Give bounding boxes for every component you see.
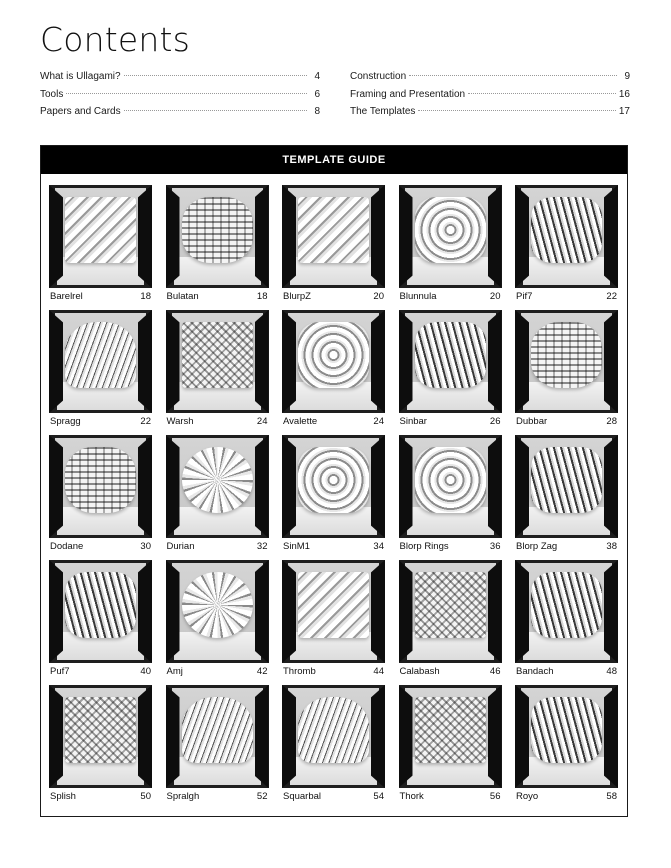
template-caption <box>283 291 384 303</box>
template-photo <box>282 185 385 288</box>
photo-flap-l <box>399 560 413 663</box>
photo-sculpt <box>298 447 369 513</box>
template-page-number: 54 <box>373 791 384 802</box>
photo-flap-l <box>49 310 63 413</box>
toc-entry-page: 17 <box>618 106 630 117</box>
toc-leader-dots <box>409 75 617 76</box>
template-card[interactable] <box>166 685 269 810</box>
photo-flap-l <box>515 685 529 788</box>
toc-entry-label: Framing and Presentation <box>350 88 466 100</box>
photo-sculpt <box>415 322 486 388</box>
template-page-number: 44 <box>373 666 384 677</box>
photo-flap-r <box>138 435 152 538</box>
template-page-number: 52 <box>256 791 268 802</box>
template-card[interactable] <box>282 310 385 435</box>
template-caption <box>167 791 268 803</box>
toc-entry-page: 9 <box>624 71 630 82</box>
toc-entry-tools[interactable] <box>40 86 320 104</box>
template-page-number: 28 <box>606 416 617 427</box>
template-name: Avalette <box>283 416 318 427</box>
template-name: Dodane <box>50 541 84 552</box>
photo-flap-r <box>604 685 618 788</box>
template-caption <box>50 416 151 428</box>
photo-sculpt <box>298 322 369 388</box>
photo-sculpt <box>531 447 602 513</box>
toc-leader-dots <box>468 93 616 94</box>
template-name: Thromb <box>283 666 316 677</box>
photo-flap-l <box>282 435 296 538</box>
template-page-number: 42 <box>256 666 268 677</box>
toc-leader-dots <box>418 110 615 111</box>
photo-flap-r <box>488 560 502 663</box>
template-card[interactable] <box>282 185 385 310</box>
photo-flap-r <box>371 685 385 788</box>
photo-flap-r <box>371 435 385 538</box>
photo-sculpt <box>65 447 136 513</box>
photo-flap-l <box>282 685 296 788</box>
template-page-number: 56 <box>489 791 501 802</box>
toc-column-right <box>350 68 630 121</box>
photo-flap-l <box>399 435 413 538</box>
template-caption <box>516 791 617 803</box>
template-card[interactable] <box>282 560 385 685</box>
photo-flap-r <box>604 185 618 288</box>
photo-flap-r <box>255 310 269 413</box>
toc-entry-papers-and-cards[interactable] <box>40 103 320 121</box>
photo-flap-r <box>604 435 618 538</box>
template-photo <box>399 685 502 788</box>
template-card[interactable] <box>166 185 269 310</box>
photo-flap-l <box>399 685 413 788</box>
template-card[interactable] <box>399 685 502 810</box>
photo-sculpt <box>65 197 136 263</box>
toc-entry-the-templates[interactable] <box>350 103 630 121</box>
template-card[interactable] <box>166 310 269 435</box>
photo-flap-r <box>138 685 152 788</box>
photo-sculpt <box>415 447 486 513</box>
photo-sculpt <box>65 322 136 388</box>
photo-flap-r <box>255 685 269 788</box>
photo-flap-l <box>166 560 180 663</box>
template-name: Pif7 <box>516 291 533 302</box>
template-caption <box>283 666 384 678</box>
template-name: Bandach <box>516 666 554 677</box>
template-photo <box>49 560 152 663</box>
template-card[interactable] <box>49 310 152 435</box>
photo-sculpt <box>531 322 602 388</box>
template-caption <box>50 291 151 303</box>
template-name: Spralgh <box>166 791 200 802</box>
photo-sculpt <box>182 447 253 513</box>
toc-leader-dots <box>124 110 307 111</box>
toc-column-left <box>40 68 320 121</box>
toc-entry-page: 6 <box>314 88 320 100</box>
template-card[interactable] <box>49 685 152 810</box>
template-card[interactable] <box>399 560 502 685</box>
toc-entry-label: Papers and Cards <box>40 106 121 117</box>
template-page-number: 18 <box>140 291 151 302</box>
template-page-number: 48 <box>606 666 617 677</box>
photo-sculpt <box>415 572 486 638</box>
template-photo <box>399 435 502 538</box>
template-page-number: 40 <box>140 666 151 677</box>
template-caption <box>400 291 501 303</box>
photo-flap-l <box>515 185 529 288</box>
toc-leader-dots <box>66 93 307 94</box>
toc-entry-label: What is Ullagami? <box>40 71 121 82</box>
template-name: Puf7 <box>50 666 70 677</box>
template-page-number: 22 <box>606 291 617 302</box>
photo-sculpt <box>65 572 136 638</box>
template-caption <box>167 666 268 678</box>
template-name: Calabash <box>399 666 440 677</box>
template-caption <box>167 416 268 428</box>
template-caption <box>50 541 151 553</box>
template-page-number: 36 <box>489 541 501 552</box>
template-caption <box>516 291 617 303</box>
template-photo <box>166 310 269 413</box>
photo-flap-r <box>138 310 152 413</box>
template-page-number: 24 <box>373 416 384 427</box>
toc-entry-label: The Templates <box>350 106 416 117</box>
template-photo <box>282 560 385 663</box>
toc-entry-construction[interactable] <box>350 68 630 86</box>
template-photo <box>515 560 618 663</box>
photo-sculpt <box>298 197 369 263</box>
template-name: SinM1 <box>283 541 310 552</box>
template-name: Bulatan <box>166 291 199 302</box>
toc-entry-page: 8 <box>314 106 320 117</box>
template-card[interactable] <box>282 685 385 810</box>
template-page-number: 20 <box>373 291 384 302</box>
template-page-number: 32 <box>256 541 268 552</box>
template-page-number: 58 <box>606 791 617 802</box>
template-page-number: 18 <box>256 291 268 302</box>
template-caption <box>516 541 617 553</box>
template-card[interactable] <box>515 560 618 685</box>
template-photo <box>399 185 502 288</box>
template-photo <box>49 185 152 288</box>
template-name: Blorp Rings <box>399 541 449 552</box>
template-page-number: 38 <box>606 541 617 552</box>
template-caption <box>516 416 617 428</box>
template-photo <box>399 560 502 663</box>
photo-flap-l <box>515 310 529 413</box>
toc-entry-what-is-ullagami[interactable] <box>40 68 320 86</box>
template-caption <box>167 541 268 553</box>
photo-flap-l <box>166 185 180 288</box>
photo-flap-l <box>282 560 296 663</box>
photo-flap-r <box>488 310 502 413</box>
template-card[interactable] <box>399 435 502 560</box>
photo-sculpt <box>415 197 486 263</box>
template-name: Warsh <box>166 416 194 427</box>
photo-flap-r <box>255 560 269 663</box>
template-caption <box>283 416 384 428</box>
template-card[interactable] <box>515 310 618 435</box>
template-card[interactable] <box>515 435 618 560</box>
toc-entry-label: Tools <box>40 88 64 100</box>
template-page-number: 34 <box>373 541 384 552</box>
template-name: Blorp Zag <box>516 541 558 552</box>
template-caption <box>50 791 151 803</box>
photo-flap-l <box>399 310 413 413</box>
photo-flap-l <box>49 685 63 788</box>
template-card[interactable] <box>399 310 502 435</box>
template-photo <box>49 685 152 788</box>
template-caption <box>167 291 268 303</box>
template-caption <box>50 666 151 678</box>
photo-flap-l <box>282 185 296 288</box>
photo-flap-l <box>166 310 180 413</box>
photo-flap-l <box>49 560 63 663</box>
template-photo <box>166 185 269 288</box>
template-photo <box>515 310 618 413</box>
photo-flap-r <box>255 435 269 538</box>
template-card[interactable] <box>515 685 618 810</box>
template-card[interactable] <box>49 435 152 560</box>
template-caption <box>400 791 501 803</box>
template-caption <box>400 541 501 553</box>
template-caption <box>283 541 384 553</box>
template-photo <box>515 685 618 788</box>
template-page-number: 26 <box>489 416 501 427</box>
template-name: Blunnula <box>399 291 437 302</box>
photo-flap-r <box>488 435 502 538</box>
template-photo <box>282 435 385 538</box>
template-photo <box>282 685 385 788</box>
photo-flap-l <box>515 560 529 663</box>
photo-sculpt <box>182 197 253 263</box>
template-name: Splish <box>50 791 76 802</box>
template-caption <box>400 666 501 678</box>
template-card[interactable] <box>49 560 152 685</box>
photo-sculpt <box>298 572 369 638</box>
template-name: Spragg <box>50 416 81 427</box>
photo-flap-r <box>488 185 502 288</box>
toc-entry-page: 16 <box>618 88 630 100</box>
photo-flap-l <box>166 685 180 788</box>
template-guide-header <box>41 146 627 174</box>
photo-flap-l <box>515 435 529 538</box>
photo-flap-r <box>604 560 618 663</box>
photo-flap-r <box>604 310 618 413</box>
template-card[interactable] <box>399 185 502 310</box>
photo-sculpt <box>65 697 136 763</box>
template-name: Durian <box>166 541 195 552</box>
template-photo <box>49 310 152 413</box>
template-name: Barelrel <box>50 291 83 302</box>
template-page-number: 30 <box>140 541 151 552</box>
template-name: Sinbar <box>399 416 427 427</box>
template-photo <box>166 435 269 538</box>
template-card[interactable] <box>49 185 152 310</box>
template-caption <box>400 416 501 428</box>
template-photo <box>166 685 269 788</box>
template-name: Royo <box>516 791 539 802</box>
template-photo <box>515 435 618 538</box>
template-photo <box>49 435 152 538</box>
photo-flap-l <box>49 435 63 538</box>
template-photo <box>282 310 385 413</box>
template-page-number: 46 <box>489 666 501 677</box>
photo-flap-r <box>371 310 385 413</box>
toc-entry-label: Construction <box>350 71 407 82</box>
photo-flap-r <box>255 185 269 288</box>
photo-sculpt <box>182 572 253 638</box>
template-caption <box>283 791 384 803</box>
page-title: Contents <box>40 20 191 59</box>
template-grid <box>49 185 618 810</box>
template-card[interactable] <box>166 435 269 560</box>
photo-flap-l <box>282 310 296 413</box>
template-page-number: 24 <box>256 416 268 427</box>
photo-flap-r <box>371 185 385 288</box>
photo-flap-r <box>138 185 152 288</box>
photo-flap-r <box>138 560 152 663</box>
template-card[interactable] <box>166 560 269 685</box>
template-photo <box>515 185 618 288</box>
template-name: Thork <box>399 791 424 802</box>
template-card[interactable] <box>282 435 385 560</box>
photo-sculpt <box>415 697 486 763</box>
template-guide-panel <box>40 145 628 817</box>
template-page-number: 50 <box>140 791 151 802</box>
toc-leader-dots <box>124 75 307 76</box>
photo-flap-l <box>166 435 180 538</box>
template-card[interactable] <box>515 185 618 310</box>
template-page-number: 22 <box>140 416 151 427</box>
photo-sculpt <box>531 197 602 263</box>
template-name: Squarbal <box>283 791 322 802</box>
template-photo <box>399 310 502 413</box>
template-name: Dubbar <box>516 416 548 427</box>
template-caption <box>516 666 617 678</box>
template-name: Amj <box>166 666 183 677</box>
template-guide-title: TEMPLATE GUIDE <box>282 154 386 166</box>
template-photo <box>166 560 269 663</box>
toc-entry-framing-and-presentation[interactable] <box>350 86 630 104</box>
photo-sculpt <box>182 697 253 763</box>
toc-entry-page: 4 <box>314 71 320 82</box>
photo-flap-l <box>399 185 413 288</box>
photo-sculpt <box>298 697 369 763</box>
template-page-number: 20 <box>489 291 501 302</box>
template-name: BlurpZ <box>283 291 311 302</box>
photo-flap-r <box>371 560 385 663</box>
photo-flap-r <box>488 685 502 788</box>
photo-flap-l <box>49 185 63 288</box>
photo-sculpt <box>182 322 253 388</box>
photo-sculpt <box>531 572 602 638</box>
photo-sculpt <box>531 697 602 763</box>
